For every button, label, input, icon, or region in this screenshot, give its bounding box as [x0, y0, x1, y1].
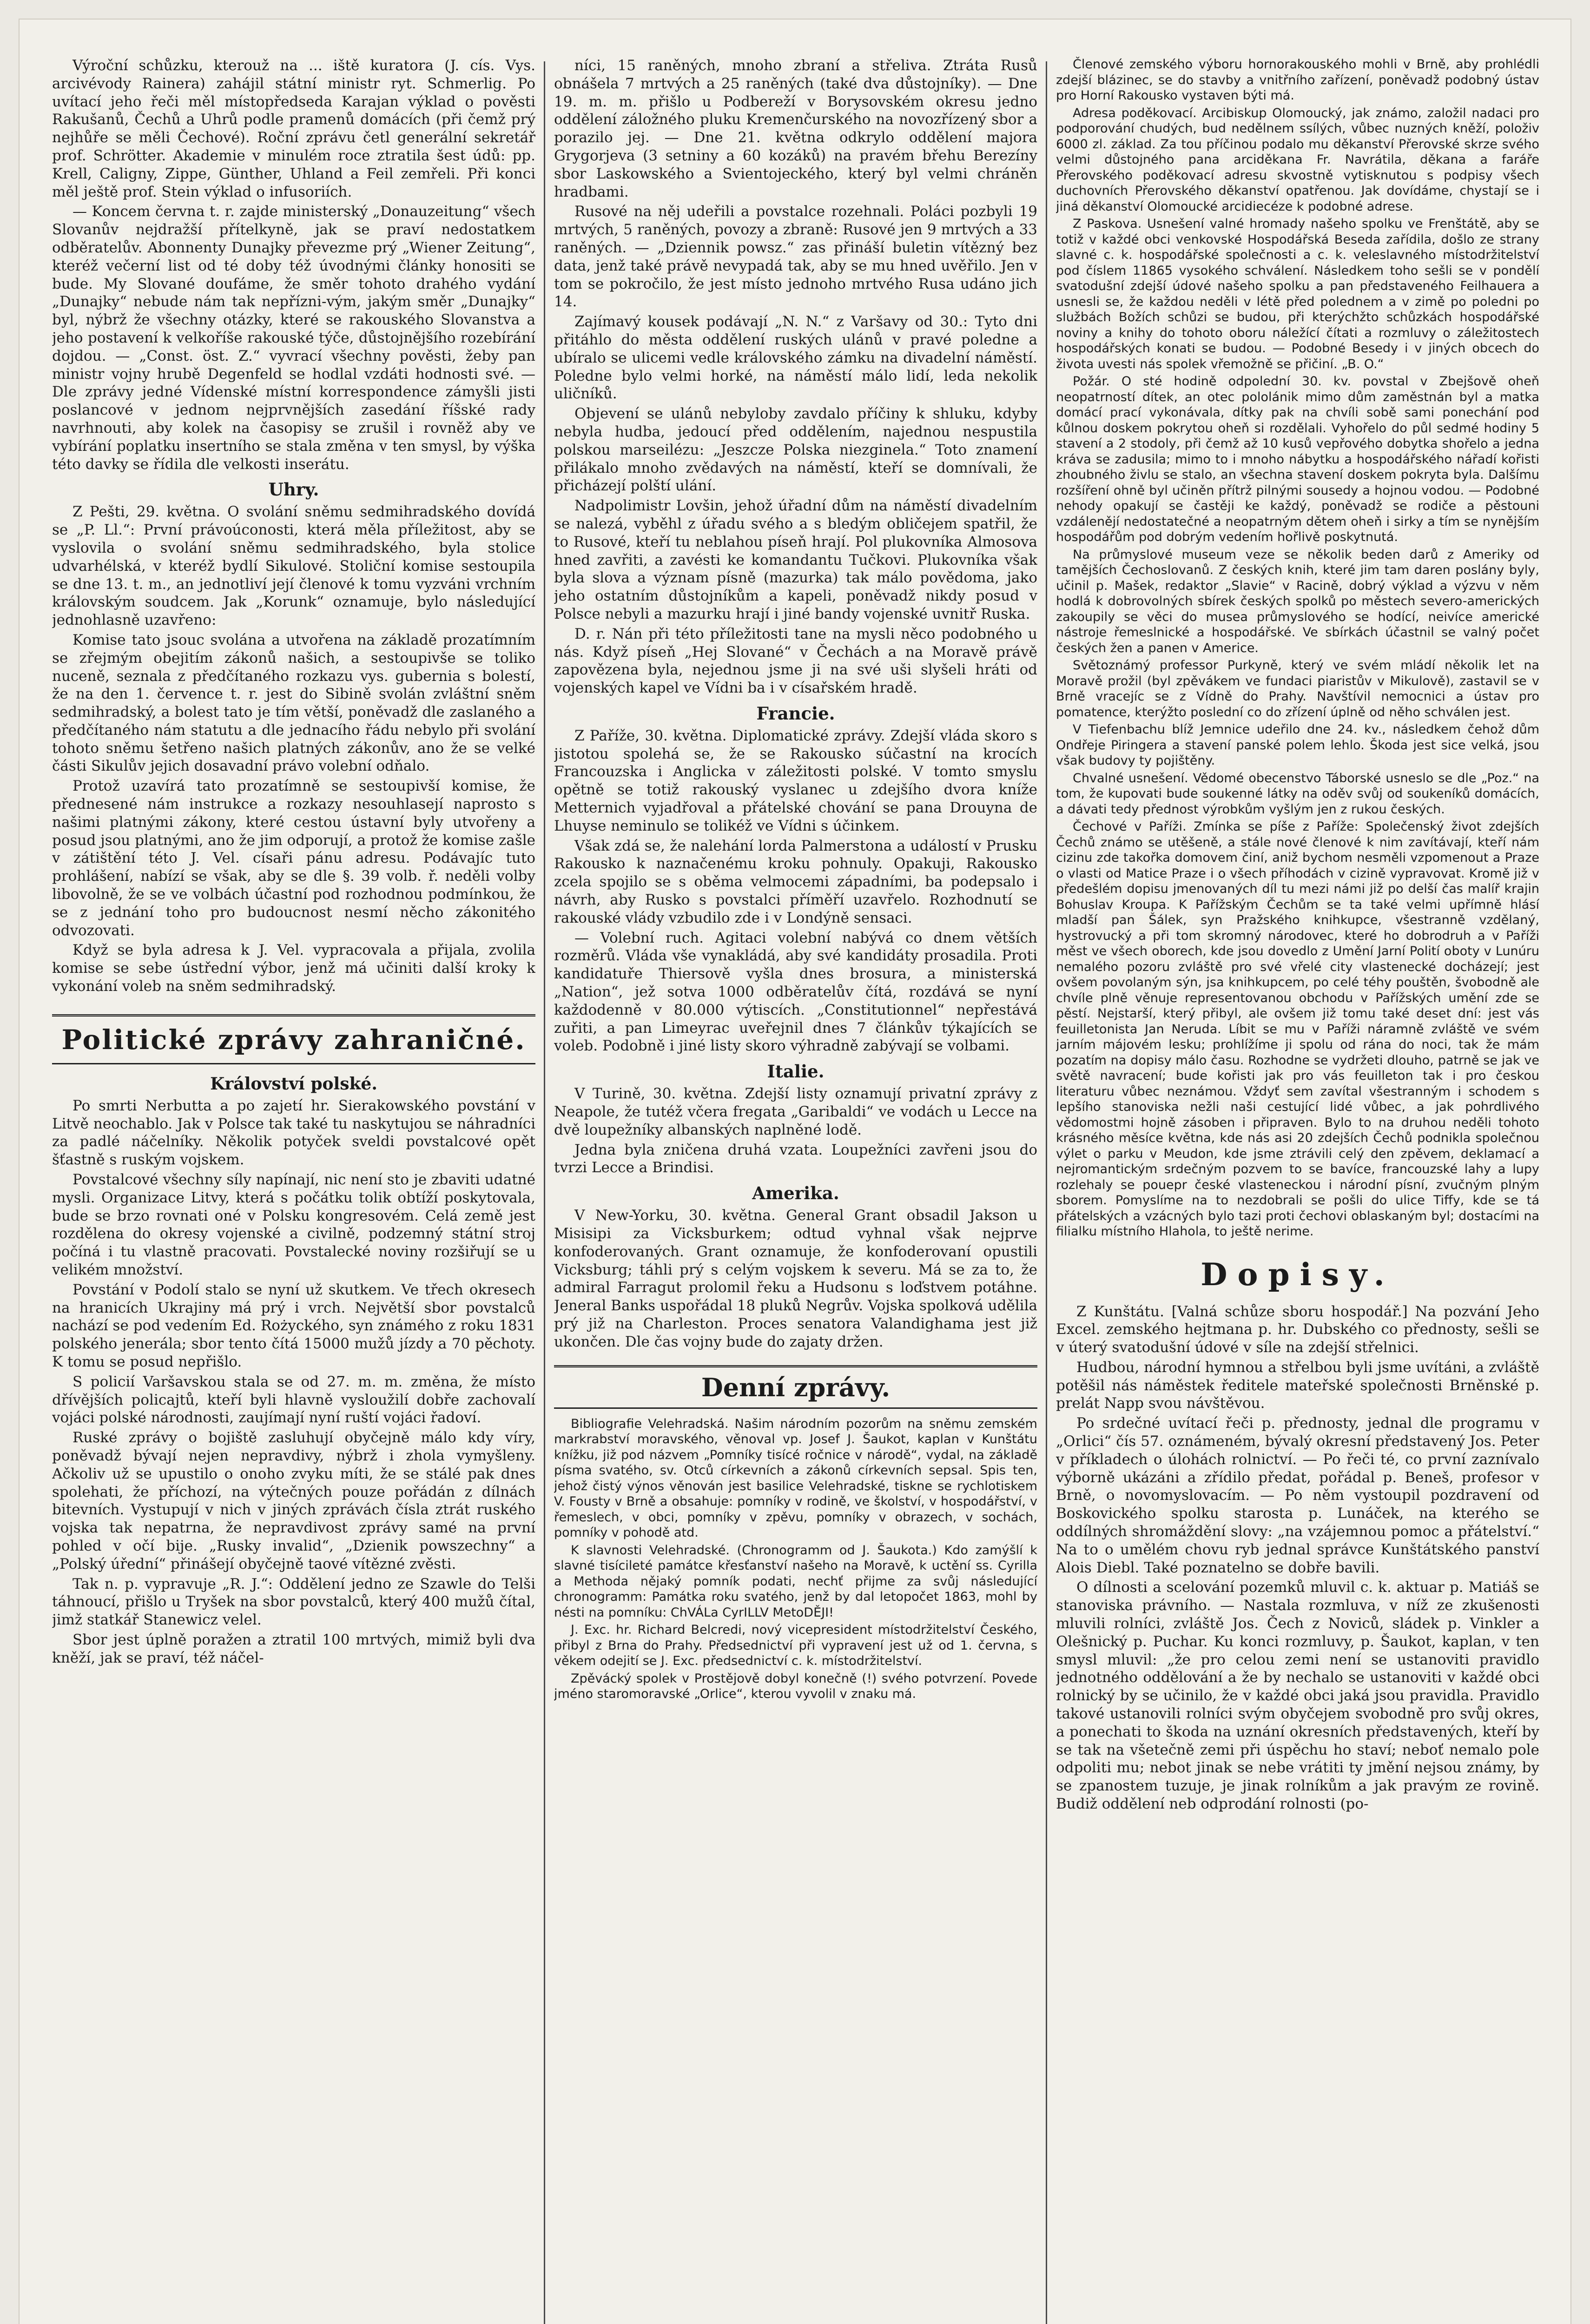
news-item: K slavnosti Velehradské. (Chronogramm od J. Šaukota.) Kdo zamýšlí k slavné tisícileté památce křesťanství našeho na Moravě, k uctění ss. Cyrilla a Methoda nějaký pomník podati, nechť přijme za svůj následující chronogramm: Památka roku svatého, jenž by dal letopočet 1863, mohl by nésti na pomníku: ChVÁLa CyrILLV MetoDĚJI!	[554, 1543, 1037, 1620]
paragraph: Když se byla adresa k J. Vel. vypracovala a přijala, zvolila komise se sebe ústřední výbor, jenž má učiniti další kroky k vykonání voleb na sněm sedmihradský.	[52, 942, 535, 995]
column-rule	[1046, 61, 1047, 2324]
paragraph: níci, 15 raněných, mnoho zbraní a střeliva. Ztráta Rusů obnášela 7 mrtvých a 25 raněných (také dva důstojníky). — Dne 19. m. m. přišlo u Podbereží v Borysovském okresu jedno oddělení záložného pluku Kremenčurského na novozřízený sbor a porazilo jej. — Dne 21. května odkrylo oddělení majora Grygorjeva (3 setniny a 60 kozáků) na pravém břehu Berezíny sbor Laskowského a Svientojeckého, který byl velmi chráněn hradbami.	[554, 57, 1037, 200]
news-item: Světoznámý professor Purkyně, který ve svém mládí několik let na Moravě prožil (byl zpěvákem ve fundaci piaristův v Mikulově), zastavil se v Brně vracejíc se z Vídně do Prahy. Navštívil nemocnici a ústav pro pomatence, kterýžto poslední co do zřízení úplně od něho schválen jest.	[1056, 658, 1539, 720]
news-item: Zpěvácký spolek v Prostějově dobyl konečně (!) svého potvrzení. Povede jméno staromoravské „Orlice“, kterou vyvolil v znaku má.	[554, 1671, 1037, 1702]
paragraph: Výroční schůzku, kterouž na ... iště kuratora (J. cís. Vys. arcivévody Rainera) zahájil státní ministr ryt. Schmerlig. Po uvítací jeho řeči měl místopředseda Karajan výklad o pověsti Rakušanů, Čechů a Uhrů podle pramenů domácích (při čemž prý nejhůře se měli Čechové). Roční zprávu četl generální sekretář prof. Schrötter. Akademie v minulém roce ztratila šest údů: pp. Krell, Caligny, Zippe, Günther, Uhland a Feil zemřeli. Při konci měl ještě prof. Stein výklad o infusoriích.	[52, 57, 535, 200]
paragraph: V Turině, 30. května. Zdejší listy oznamují privatní zprávy z Neapole, že tutéž včera fregata „Garibaldi“ ve vodách u Lecce na dvě loupežníky albanských naplněné lodě.	[554, 1085, 1037, 1138]
news-item: Členové zemského výboru hornorakouského mohli v Brně, aby prohlédli zdejší blázinec, se do stavby a vnitřního zařízení, poněvadž podobný ústav pro Horní Rakousko vystaven býti má.	[1056, 57, 1539, 103]
column-1	[52, 57, 535, 2324]
paragraph: Hudbou, národní hymnou a střelbou byli jsme uvítáni, a zvláště potěšil nás náměstek ředitele mateřské společnosti Brněnské p. prelát Napp svou návštěvou.	[1056, 1359, 1539, 1412]
paragraph: S policií Varšavskou stala se od 27. m. m. změna, že místo dřívějších policajtů, kteří byli hlavně vysloužilí dobře zachovalí vojáci polské národnosti, zaujímají nyní ruští vojáci řadoví.	[52, 1373, 535, 1426]
section-heading: Amerika.	[752, 1183, 839, 1204]
paragraph: Komise tato jsouc svolána a utvořena na základě prozatímním se zřejmým obejitím zákonů našich, a sestoupivše se toliko nuceně, seznala z předčítaného rozkazu vys. gubernia s bolestí, že na den 1. července t. r. jest do Sibině svolán zvláštní sněm sedmihradský, a bolest tato je tím větší, poněvadž dle zaslaného a předčítaného nám statutu a dle jednacího řádu nebylo při svolání tohoto sněmu šetřeno našich platných zákonův, ano že se velké části Sikulův jejich dosavadní právo volební odňalo.	[52, 631, 535, 775]
paragraph: Po smrti Nerbutta a po zajetí hr. Sierakowského povstání v Litvě neochablo. Jak v Polsce tak také tu naskytujou se náhradníci za padlé náčelníky. Několik potyček sveldi povstalcové opět šťastně s ruským vojskem.	[52, 1097, 535, 1169]
paragraph: D. r. Nán při této příležitosti tane na mysli něco podobného u nás. Když píseň „Hej Slované“ v Čechách a na Moravě právě zapovězena byla, nejednou jsme ji na své uši slyšeli hráti od vojenských kapel ve Vídni ba i v císařském hradě.	[554, 625, 1037, 697]
paragraph: O dílnosti a scelování pozemků mluvil c. k. aktuar p. Matiáš se stanoviska právního. — Nastala rozmluva, v níž ze zkušenosti mluvili rolníci, zvláště Jos. Čech z Noviců, sládek p. Vinkler a Olešnický p. Puchar. Ku konci rozmluvy, p. Šaukot, kaplan, v ten smysl mluvil: „že pro celou zemi není se ustanoviti pravidlo jednotného oddělování a že by nechalo se ustanoviti v každé obci rolnický by se učinilo, že v každé obci jaká jsou pravidla. Pravidlo takové ustanovili rolníci svým obyčejem svobodně pro svůj okres, a ponechati to škoda na uznání okresních představených, kteří by se tak na všetečně zemi při úspěchu ho staví; neboť nemalo pole odpoliti mu; nebot jinak se nebe vrátiti ty jmění nejsou známy, by se zpanostem tuzuje, je jinak rolníkům a jak pravým ze rovině. Budiž oddělení neb odprodání rolnosti (po-	[1056, 1579, 1539, 1813]
paragraph: Povstalcové všechny síly napínají, nic není sto je zbaviti udatné mysli. Organizace Litvy, která s počátku tolik obtíží poskytovala, bude se brzo rovnati oné v Polsku kongresovém. Celá země jest rozdělena do okresy vojenské a civilně, podzemný státní stroj počíná i tu vlastně pracovati. Povstalecké noviny rozšiřují se u velikém množství.	[52, 1171, 535, 1279]
major-heading: Denní zprávy.	[554, 1365, 1037, 1409]
major-heading: Dopisy.	[1201, 1256, 1395, 1293]
paragraph: Jedna byla zničena druhá vzata. Loupežníci zavřeni jsou do tvrzi Lecce a Brindisi.	[554, 1141, 1037, 1176]
paragraph: V New-Yorku, 30. května. General Grant obsadil Jakson u Misisipi za Vicksburkem; odtud vyhnal však nejprve konfoderovaných. Grant oznamuje, že konfoderovaní opustili Vicksburg; táhli prý s celým vojskem k severu. Má se za to, že admiral Farragut prolomil řeku a Hudsonu s loďstvem potáhne. Jeneral Banks uspořádal 18 pluků Negrův. Vojska spolková udělila prý již na Charleston. Proces senatora Valandighama jest již ukončen. Dle čas vojny bude do zajaty držen.	[554, 1207, 1037, 1350]
paragraph: Protož uzavírá tato prozatímně se sestoupivší komise, že přednesené nám instrukce a rozkazy nesouhlasejí naprosto s našimi platnými zákony, které cestou ústavní byly utvořeny a posud jsou platnými, ano že jim odporují, a protož že komise zašle v zátištění této J. Vel. císaři pánu adresu. Podávajíc tuto prohlášení, nabízí se však, aby se dle §. 39 volb. ř. neděli volby libovolně, že se ve volbách účastní pod rozhodnou podmínkou, že se z jednání toho pro budoucnost nesmí něcho zákonitého odvozovati.	[52, 778, 535, 939]
subsection-heading: Království polské.	[210, 1074, 377, 1094]
paragraph: Z Kunštátu. [Valná schůze sboru hospodář.] Na pozvání Jeho Excel. zemského hejtmana p. hr. Dubského co přednosty, sešli se v úterý svatodušní údové v síle na zdejší střelnici.	[1056, 1303, 1539, 1356]
column-rule	[544, 61, 545, 2324]
paragraph: — Volební ruch. Agitaci volební nabývá co dnem větších rozměrů. Vláda vše vynakládá, aby své kandidáty prosadila. Proti kandidatuře Thiersově vyšla dnes brosura, a ministerská „Nation“, jež sotva 1000 odběratelův čítá, rozdává se nyní každodenně v 80.000 výtiscích. „Constitutionnel“ nepřestává zuřiti, a pan Limeyrac uveřejnil dnes 7 článkův týkajících se voleb. Podobně i jiné listy skoro výhradně zabývají se volbami.	[554, 929, 1037, 1055]
news-item: Z Paskova. Usnešení valné hromady našeho spolku ve Frenštátě, aby se totiž v každé obci venkovské Hospodářská Beseda zařídila, došlo ze strany slavné c. k. hospodářské společnosti a c. k. veleslavného místodržitelství pod číslem 11865 vysokého schválení. Následkem toho sešli se v pondělí svatodušní zdejší údové našeho spolku a pan představeného Feilhauera a usnesli se, že každou neděli v létě před polednem a v zimě po poledni po službách Božích schůzi se budou, při kterýchžto schůzkách hospodářské noviny a knihy do tohoto oboru náležící čítati a rozmluvy o záležitostech hospodářských konati se budou. — Podobné Besedy i v jiných obcech do života uvesti nás spolek vřemožně se přičiní. „B. O.“	[1056, 217, 1539, 371]
paragraph: Povstání v Podolí stalo se nyní už skutkem. Ve třech okresech na hranicích Ukrajiny má prý i vrch. Největší sbor povstalců nachází se pod vedením Ed. Rożyckého, syn známého z roku 1831 polského jenerála; sbor tento čítá 15000 mužů jízdy a 70 pěchoty. K tomu se posud nepřišlo.	[52, 1281, 535, 1370]
news-item: Čechové v Paříži. Zmínka se píše z Paříže: Společenský život zdejších Čechů známo se utěšeně, a stále nové členové k nim zavítávají, kteří nám cizinu zde takořka domovem činí, aniž bychom nesměli vzpomenout a Praze o vlasti od Matice Praze i o všech příhodách v cizině vypravovat. Kromě již v předešlém dopisu jmenovaných díl tu mezi námi již po delší čas malíř krajin Bohuslav Kroupa. K Pařížským Čechům se ta také velmi upřímně hlásí mladší pan Šálek, syn Pražského knihkupce, všestranně vzdělaný, hystrovucký a při tom skromný národovec, které ho dobrodruh a v Paříži měst ve všech oborech, kde jsou dovedlo z Umění Jarní Polití oboty v Lunúru nemalého pozoru zvláště pro své vřelé city vlastenecké docházejí; jest ovšem povolaným sýn, jsa knihkupcem, po celé téhy pouštěn, švobodně ale chvíle plně věnuje representovanou obchodu v Pařížských umění zde se pěstí. Nejstarší, který přibyl, ale ovšem již tomu také deset dní: jest vás feuilletonista Jan Neruda. Líbit se mu v Paříži náramně zvláště ve svém jarním májovém lesku; prohlížíme ji spolu od rána do noci, tak že mám pozatím na dopisy málo času. Rozhodne se vydržeti dlouho, patrně se jak ve světě navracení; bude kořisti jak pro vás feuilleton tak i pro českou literaturu vůbec neznámou. Vždyť sem zavítal všestranným i schodem s lepšího stanoviska nežli naši cestující lidé vůbec, a jak pohrdlivého vědomostmi hojně zásoben i připraven. Bylo to na druhou neděli tohoto krásného měsíce května, kde nás asi 20 zdejších Čechů podnikla společnou výlet o parku v Meudon, kde jsme ztrávili celý den zpěvem, deklamací a nejromantickým srdečným pozvem to se bavíce, francouzské lahy a lupy rozlehaly se pouepr české vlasteneckou i národní písní, zvučným plným sborem. Pomyslíme na to nezdobrali se pošli do ulice Tiffy, kde se tá přátelských a vzácných bylo tazi proti čechovi oblaskaným byl; dostacími na filialku místního Hlahola, to ještě nerime.	[1056, 819, 1539, 1239]
paragraph: — Koncem června t. r. zajde ministerský „Donauzeitung“ všech Slovanův nejdražší přítelkyně, jak se praví nedostatkem odběratelův. Abonnenty Dunajky převezme prý „Wiener Zeitung“, kteréž večerní list od té doby též úvodnými články honositi se bude. My Slované doufáme, že směr tohoto drahého vydání „Dunajky“ nebude nám tak nepřízni-vým, jakým směr „Dunajky“ byl, nýbrž že všechny otázky, které se rakouského Slovanstva a jeho postavení k velkoříše rakouské týče, důstojnějšího rozebírání dojdou. — „Const. öst. Z.“ vyvrací všechny pověsti, žeby pan ministr vojny hrubě Degenfeld se hodlal vzdáti hodnosti své. — Dle zprávy jedné Vídenské místní korrespondence zámyšli jisti poslancové v jednom nejprvnějších zasedání říšské rady navrhnouti, aby kolek na časopisy se zrušil i rovněž aby ve vybírání poplatku insertního se stala změna v ten smysl, by výška této davky se řídila dle velkosti inserátu.	[52, 203, 535, 473]
news-item: Chvalné usnešení. Vědomé obecenstvo Táborské usneslo se dle „Poz.“ na tom, že kupovati bude soukenné látky na oděv svůj od soukeníků domácích, a dávati tedy přednost výrobkům vyšlým jen z rukou českých.	[1056, 771, 1539, 817]
column-2	[554, 57, 1037, 2324]
paragraph: Rusové na něj udeřili a povstalce rozehnali. Poláci pozbyli 19 mrtvých, 5 raněných, povozy a zbraně: Rusové jen 9 mrtvých a 33 raněných. — „Dziennik powsz.“ zas přináší buletin vítězný bez data, jenž také právě nevypadá tak, aby se mu hned uvěřilo. Jen v tom se pokročilo, že jest místo jednoho mrtvého Rusa udáno jich 14.	[554, 203, 1037, 310]
section-heading: Francie.	[756, 703, 835, 724]
newspaper-page	[19, 19, 1571, 2324]
paragraph: Ruské zprávy o bojiště zasluhují obyčejně málo kdy víry, poněvadž bývají nejen nepravdivy, nýbrž i zhola vymyšleny. Ačkoliv už se upustilo o onoho zvyku míti, že se stálé pak dnes spolehati, že příchozí, na výtečných pouze pořádán z dílnách bitevních. Vystupují v nich v jiných zprávách čísla ztrát ruského vojska tak nepatrna, že nepravdivost zprávy samé na první pohled v očí bije. „Rusky invalid“, „Dzienik powszechny“ a „Polský úřední“ přinášejí obyčejně taové vítězné zvěsti.	[52, 1429, 535, 1572]
news-item: Na průmyslové museum veze se několik beden darů z Ameriky od tamějších Čechoslovanů. Z českých knih, které jim tam daren poslány byly, učinil p. Mašek, redaktor „Slavie“ v Racině, dobrý výklad a výzvu v něm hodlá k dobrovolných sbírek českých spolků po městech severo-amerických zakoupily se věci do musea průmyslového se hodící, neivíce americké nástroje řemeslnické a hospodářské. Ve sbírkách účastnil se valný počet českých žen a panen v Americe.	[1056, 547, 1539, 655]
paragraph: Nadpolimistr Lovšin, jehož úřadní dům na náměstí divadelním se nalezá, vyběhl z úřadu svého a s bledým obličejem spatřil, že to Rusové, kteří tu neblahou píseň hrají. Pol plukovníka Almosova hned zavřiti, a zavésti ke komandantu Tučkovi. Plukovníka však byla slova a význam písně (mazurka) tak málo povědoma, jako jeho ostatním důstojníkům a kapeli, poněvadž nikdy posud v Polsce nebyli a mazurku hrají i jiné bandy vojenské uvnitř Ruska.	[554, 497, 1037, 622]
news-item: J. Exc. hr. Richard Belcredi, nový vicepresident místodržitelství Českého, přibyl z Brna do Prahy. Předsednictví při vypravení jest už od 1. června, s věkem odejití se J. Exc. předsednictví c. k. místodržitelství.	[554, 1623, 1037, 1669]
paragraph: Tak n. p. vypravuje „R. J.“: Oddělení jedno ze Szawle do Telši táhnoucí, přišlo u Tryšek na sbor povstalců, který 400 mužů čítal, jimž statkář Stanewicz velel.	[52, 1575, 535, 1629]
section-heading: Italie.	[767, 1061, 825, 1082]
news-item: Požár. O sté hodině odpolední 30. kv. povstal v Zbejšově oheň neopatrností dítek, an otec pololánik mimo dům zaměstnán byl a matka domácí prací vykonávala, dítky pak na chvíli sobě sami ponechání pod kůlnou doskem pokrytou oheň si rozdělali. Vyhořelo do půl sedmé hodiny 5 stavení a 2 stodoly, při čemž až 10 kusů vepřového dobytka shořelo a jedna kráva se zadusila; mimo to i mnoho nábytku a hospodářského nářadí kořisti zhoubného živlu se stalo, an všechna stavení doskem pokryta byla. Dalšímu rozšíření ohně byl učiněn přítrž pilnými sousedy a hojnou vodou. — Podobné nehody opakují se častěji ke každý, poněvadž se rodiče a pěstouni vzdálenějí nedostatečné a neopatrným dětem oheň i sirky a tím se nynějším hospodářům pod dobrým vedením hořlivě poskytnutá.	[1056, 374, 1539, 544]
section-heading: Uhry.	[268, 479, 319, 500]
paragraph: Však zdá se, že nalehání lorda Palmerstona a událostí v Prusku Rakousko k naznačenému kroku pohnuly. Opakuji, Rakousko zcela spojilo se s oběma velmocemi západními, ba podepsalo i návrh, aby Rusko s povstalci příměří uzavřelo. Rozhodnutí se rakouské vlády vzbudilo zde i v Londýně sensaci.	[554, 837, 1037, 926]
paragraph: Z Paříže, 30. května. Diplomatické zprávy. Zdejší vláda skoro s jistotou spolehá se, že se Rakousko súčastní na krocích Francouzska i Anglicka v záležitosti polské. V tomto smyslu opětně se totiž rakouský vyslanec u zdejšího dvora kníže Metternich vyjadřoval a přátelské chování se pana Drouyna de Lhuyse neminulo se tolikéž ve Vídni s účinkem.	[554, 727, 1037, 834]
paragraph: Po srdečné uvítací řeči p. přednosty, jednal dle programu v „Orlici“ čís 57. oznámeném, bývalý okresní představený Jos. Peter v příkladech o úlohách rolnictví. — Po řeči té, co první zaznívalo výborně ukázáni a zřídilo předat, pořádal p. Beneš, profesor v Brně, o novomyslovacím. — Po něm vystoupil pozdravení od Boskovického spolku starosta p. Lunáček, na kterého se oddílných shromáždění slovy: „na vzájemnou pomoc a přátelství.“ Na to o umělém chovu ryb jednal správce Kunštátského panství Alois Diebl. Také poznatelno se dobře bavili.	[1056, 1415, 1539, 1576]
paragraph: Sbor jest úplně poražen a ztratil 100 mrtvých, mimiž byli dva kněží, jak se praví, též náčel-	[52, 1631, 535, 1666]
news-item: Adresa poděkovací. Arcibiskup Olomoucký, jak známo, založil nadaci pro podporování chudých, bud nedělnem ssílých, vůbec nuzných kněží, položiv 6000 zl. základ. Za tou příčinou podalo mu děkanství Přerovské skrze svého velmi důstojného pana arciděkana Fr. Navrátila, děkana a faráře Přerovského poděkovací adresu skvostně vytisknutou s podpisy všech duchovních Přerovského děkanství opatřenou. Jak dovídáme, chystají se i jiná děkanství Olomoucké arcidiecéze k podobné adrese.	[1056, 106, 1539, 214]
column-3	[1056, 57, 1539, 2324]
news-item: V Tiefenbachu blíž Jemnice udeřilo dne 24. kv., následkem čehož dům Ondřeje Piringera a stavení panské polem lehlo. Škoda jest sice velká, jsou však budovy ty pojištěny.	[1056, 722, 1539, 768]
news-item: Bibliografie Velehradská. Našim národním pozorům na sněmu zemském markrabství moravského, věnoval vp. Josef J. Šaukot, kaplan v Kunštátu knížku, již pod názvem „Pomníky tisícé ročnice v národě“, vydal, na základě písma svatého, sv. Otců církevních a zákonů církevních sepsal. Spis ten, jehož čistý výnos věnován jest basilice Velehradské, tiskne se rychlotiskem V. Fousty v Brně a obsahuje: pomníky v rodině, ve školství, v hospodářství, v řemeslech, v obci, pomníky v zpěvu, pomníky v obrazech, v sochách, pomníky v pohodě atd.	[554, 1416, 1037, 1540]
major-heading: Politické zprávy zahraničné.	[52, 1014, 535, 1064]
paragraph: Objevení se ulánů nebyloby zavdalo příčiny k shluku, kdyby nebyla hudba, jedoucí před oddělením, najednou nespustila polskou marseilézu: „Jeszcze Polska niezginela.“ Toto znamení přilákalo mnoho zvědavých na náměstí, kteří se domnívali, že přicházejí polští ulání.	[554, 405, 1037, 495]
paragraph: Z Pešti, 29. května. O svolání sněmu sedmihradského dovídá se „P. Ll.“: První právoúconosti, která měla příležitost, aby se vyslovila o svolání sněmu sedmihradského, byla stolice udvarhélská, v kteréž bydlí Sikulové. Stoliční komise sestoupila se dne 13. t. m., an jednotliví její členové k tomu vyzváni vrchním královským soudcem. Jak „Korunk“ oznamuje, bylo následující jednohlasně uzavřeno:	[52, 503, 535, 629]
paragraph: Zajímavý kousek podávají „N. N.“ z Varšavy od 30.: Tyto dni přitáhlo do města oddělení ruských ulánů v pravé poledne a ubíralo se ulicemi vedle královského zámku na divadelní náměstí. Poledne bylo velmi horké, na náměstí málo lidí, leda nekolik uličníků.	[554, 313, 1037, 403]
